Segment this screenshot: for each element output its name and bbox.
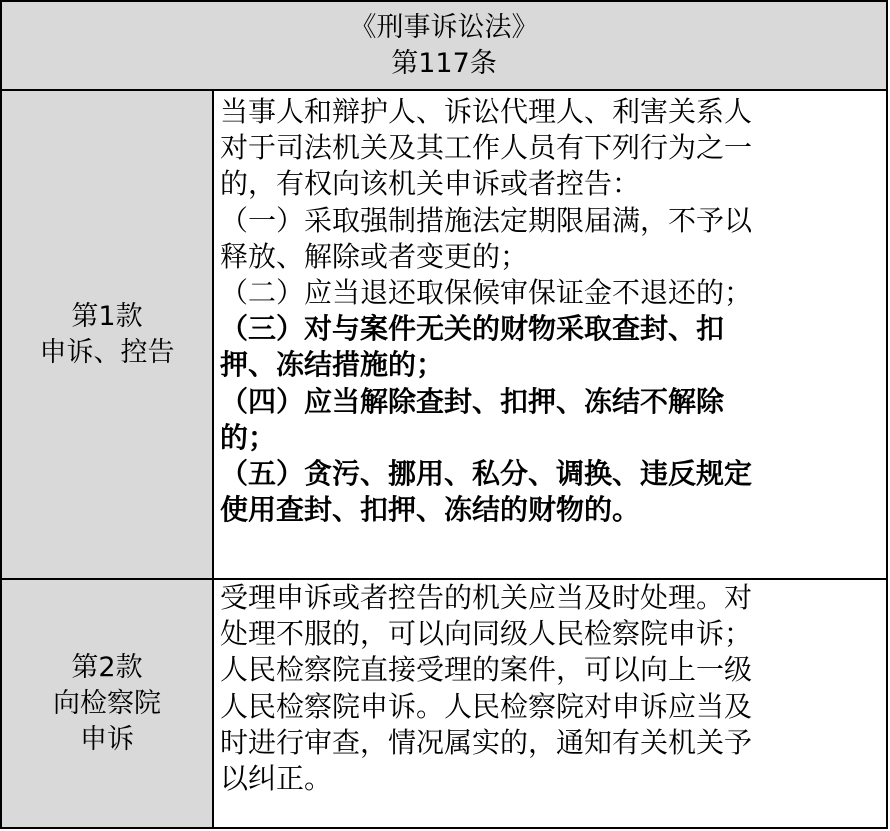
- clause-2-number: 第2款: [71, 651, 143, 683]
- clause-1-line: 对于司法机关及其工作人员有下列行为之一: [220, 131, 753, 165]
- clause-1-number: 第1款: [71, 300, 143, 332]
- table-row-clause-2: [2, 580, 886, 827]
- clause-1-item-4-line: （四）应当解除查封、扣押、冻结不解除: [220, 384, 725, 418]
- table-header: [2, 2, 886, 91]
- clause-2-text: [214, 580, 886, 827]
- clause-1-line: 的，有权向该机关申诉或者控告：: [220, 167, 641, 201]
- clause-1-text: [214, 91, 886, 578]
- clause-1-item-3-line: （三）对与案件无关的财物采取查封、扣: [220, 312, 725, 346]
- clause-1-item-3-line: 押、冻结措施的；: [220, 348, 445, 382]
- table-row-clause-1: [2, 91, 886, 580]
- clause-2-line: 受理申诉或者控告的机关应当及时处理。对: [220, 581, 753, 614]
- clause-1-item-5-line: （五）贪污、挪用、私分、调换、违反规定: [220, 457, 753, 491]
- clause-2-label: [2, 580, 214, 827]
- clause-2-topic-cont: 申诉: [80, 723, 134, 755]
- article-number: 第117条: [391, 47, 497, 79]
- clause-1-label: [2, 91, 214, 578]
- law-title: 《刑事诉讼法》: [349, 11, 539, 43]
- clause-2-line: 处理不服的，可以向同级人民检察院申诉；: [220, 617, 753, 651]
- clause-1-item-2-line: （二）应当退还取保候审保证金不退还的；: [220, 276, 753, 310]
- clause-1-item-4-line: 的；: [220, 420, 277, 454]
- clause-1-line: 当事人和辩护人、诉讼代理人、利害关系人: [220, 95, 753, 128]
- clause-2-line: 以纠正。: [220, 762, 333, 796]
- clause-1-item-1-line: （一）采取强制措施法定期限届满，不予以: [220, 203, 753, 237]
- clause-1-item-1-line: 释放、解除或者变更的；: [220, 239, 529, 273]
- clause-2-line: 人民检察院申诉。人民检察院对申诉应当及: [220, 689, 753, 723]
- clause-2-line: 时进行审查，情况属实的，通知有关机关予: [220, 725, 753, 759]
- clause-1-topic: 申诉、控告: [39, 336, 175, 368]
- clause-1-item-5-line: 使用查封、扣押、冻结的财物的。: [220, 493, 641, 527]
- clause-2-line: 人民检察院直接受理的案件，可以向上一级: [220, 653, 753, 687]
- clause-2-topic: 向检察院: [53, 687, 161, 719]
